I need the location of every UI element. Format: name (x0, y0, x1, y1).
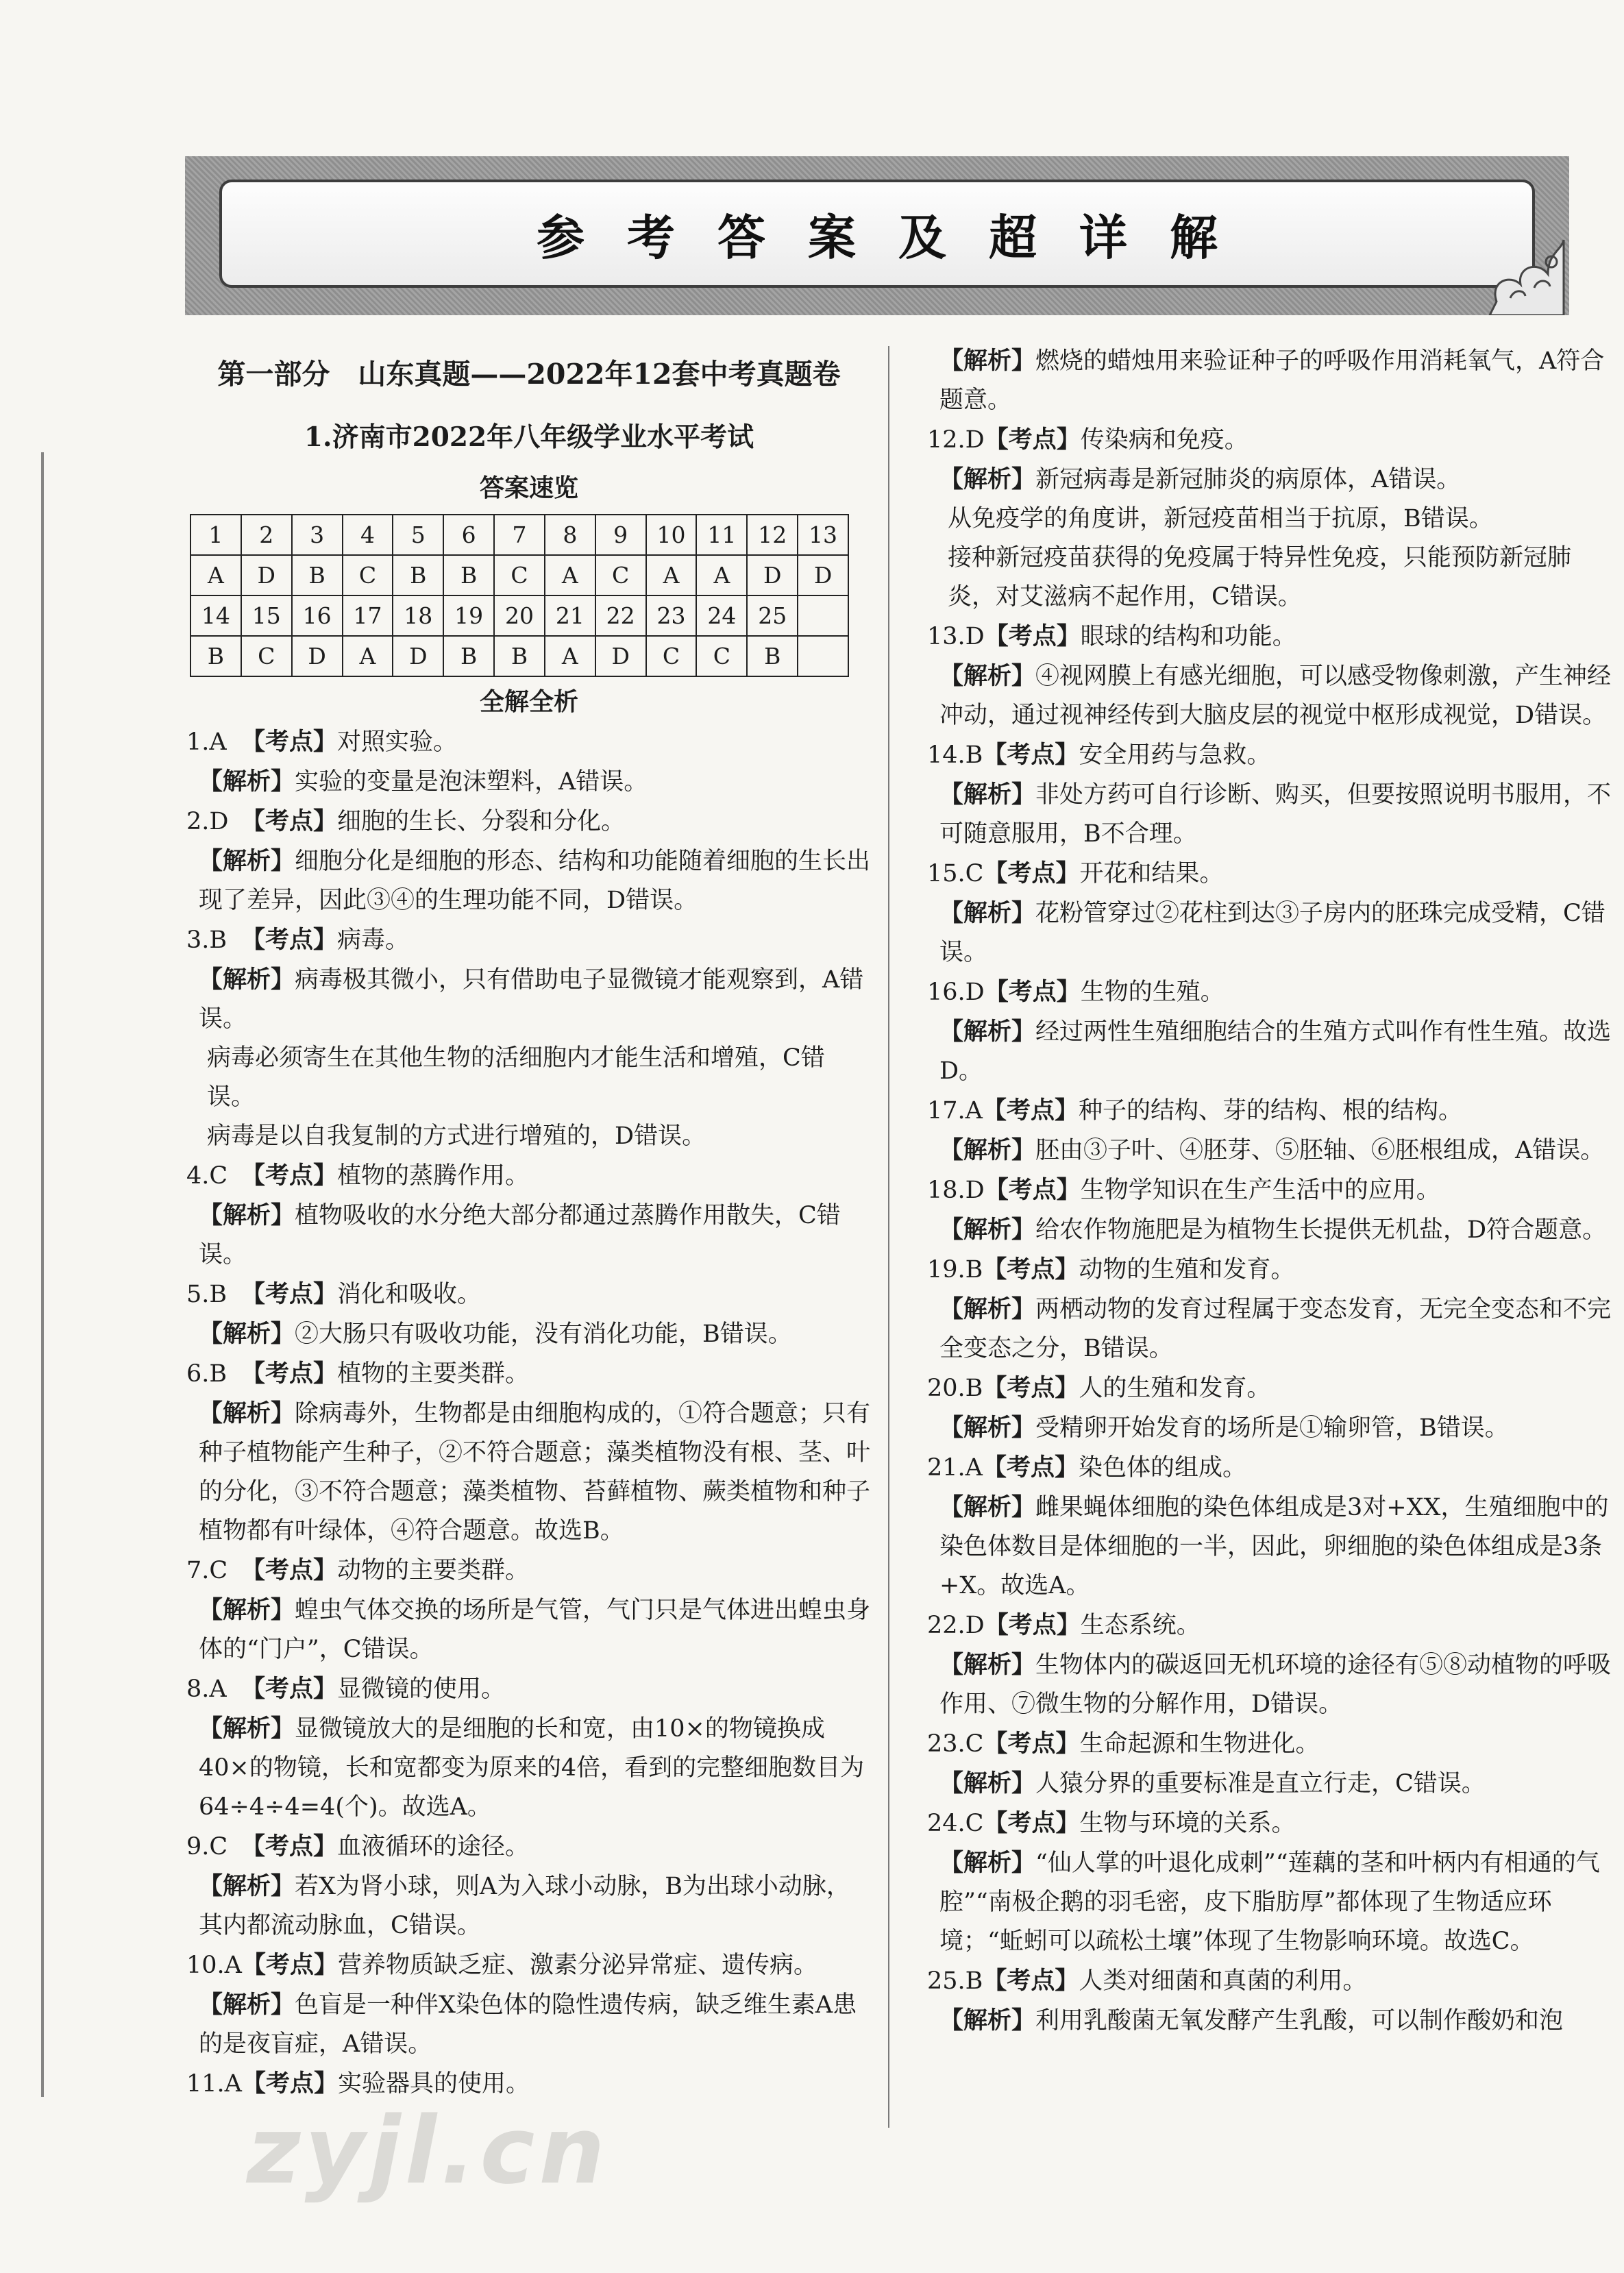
kaodian-tag: 【考点】 (241, 1832, 338, 1860)
analysis-text: 燃烧的蜡烛用来验证种子的呼吸作用消耗氧气，A符合题意。 (939, 347, 1605, 414)
analysis-text: 两栖动物的发育过程属于变态发育，无完全变态和不完全变态之分，B错误。 (939, 1296, 1612, 1362)
jiexi-tag: 【解析】 (939, 347, 1036, 375)
answer-table-cell: B (494, 636, 545, 676)
answer-table-cell: C (343, 555, 393, 595)
analysis-text: 植物吸收的水分绝大部分都通过蒸腾作用散失，C错误。 (199, 1202, 841, 1268)
analysis-paragraph (927, 1843, 1612, 1961)
question-number: 24.C (927, 1810, 984, 1837)
analysis-text: 利用乳酸菌无氧发酵产生乳酸，可以制作酸奶和泡 (1035, 2007, 1564, 2035)
jiexi-tag: 【解析】 (939, 1414, 1036, 1442)
analysis-text: 蝗虫气体交换的场所是气管，气门只是气体进出蝗虫身体的“门户”，C错误。 (199, 1597, 871, 1663)
right-column (927, 341, 1612, 2041)
answer-table-cell: 11 (696, 515, 747, 555)
analysis-paragraph (927, 656, 1612, 735)
title-banner (185, 156, 1569, 315)
question-number: 13.D (927, 623, 985, 650)
question-answer-line (927, 1091, 1612, 1131)
kaodian-text: 动物的主要类群。 (337, 1557, 530, 1584)
jiexi-tag: 【解析】 (199, 1991, 295, 2019)
analysis-paragraph (927, 894, 1612, 972)
kaodian-text: 对照实验。 (337, 728, 458, 756)
jiexi-tag: 【解析】 (939, 2006, 1036, 2035)
question-answer-line (186, 1354, 872, 1394)
question-number: 11.A (186, 2070, 242, 2098)
jiexi-tag: 【解析】 (199, 1872, 295, 1900)
kaodian-text: 生物与环境的关系。 (1079, 1810, 1296, 1837)
answer-table-cell: B (190, 636, 241, 676)
kaodian-text: 安全用药与急救。 (1079, 741, 1271, 769)
analysis-paragraph (186, 1314, 872, 1354)
question-answer-line (927, 972, 1612, 1012)
jiexi-tag: 【解析】 (939, 1651, 1036, 1679)
answer-table-cell: D (747, 555, 798, 595)
analysis-paragraph (927, 1131, 1612, 1170)
question-number: 5.B (186, 1281, 227, 1308)
kaodian-tag: 【考点】 (241, 2069, 338, 2098)
kaodian-tag: 【考点】 (241, 1280, 338, 1308)
analysis-text: 病毒极其微小，只有借助电子显微镜才能观察到，A错误。 (199, 966, 864, 1033)
answer-table-cell: 10 (646, 515, 697, 555)
question-number: 18.D (927, 1177, 985, 1204)
question-answer-line (927, 420, 1612, 460)
analysis-text: 生物体内的碳返回无机环境的途径有⑤⑧动植物的呼吸作用、⑦微生物的分解作用，D错误。 (939, 1651, 1612, 1718)
kaodian-tag: 【考点】 (984, 1176, 1081, 1204)
answer-table-cell: 8 (545, 515, 595, 555)
answer-table-cell: 24 (696, 595, 747, 636)
column-divider (888, 346, 889, 2128)
answer-table-cell: 7 (494, 515, 545, 555)
question-number: 23.C (927, 1730, 984, 1758)
question-answer-line (186, 1827, 872, 1867)
answer-table-cell: A (696, 555, 747, 595)
answer-table-cell (798, 636, 848, 676)
answer-table-row (190, 555, 848, 595)
kaodian-tag: 【考点】 (983, 1730, 1080, 1758)
kaodian-tag: 【考点】 (984, 978, 1081, 1006)
answer-table-cell: 21 (545, 595, 595, 636)
question-number: 16.D (927, 979, 985, 1006)
answer-table (190, 514, 849, 677)
question-answer-line (186, 722, 872, 762)
question-answer-line (927, 1448, 1612, 1488)
jiexi-tag: 【解析】 (939, 465, 1036, 493)
kaodian-tag: 【考点】 (983, 1967, 1079, 1995)
question-number: 6.B (186, 1360, 227, 1388)
scan-edge-line (41, 452, 44, 2097)
kaodian-text: 生态系统。 (1080, 1612, 1201, 1639)
kaodian-tag: 【考点】 (241, 1675, 338, 1703)
question-number: 10.A (186, 1952, 242, 1979)
kaodian-text: 实验器具的使用。 (337, 2070, 530, 2098)
question-answer-line (186, 1275, 872, 1314)
analysis-text: 色盲是一种伴X染色体的隐性遗传病，缺乏维生素A患的是夜盲症，A错误。 (199, 1991, 857, 2058)
jiexi-tag: 【解析】 (939, 1849, 1036, 1877)
answer-table-row (190, 636, 848, 676)
analysis-paragraph (927, 460, 1612, 500)
answer-table-cell: A (343, 636, 393, 676)
analysis-text: ②大肠只有吸收功能，没有消化功能，B错误。 (295, 1320, 792, 1348)
analysis-paragraph (927, 1290, 1612, 1368)
analysis-paragraph (927, 775, 1612, 854)
jiexi-tag: 【解析】 (199, 966, 295, 994)
analysis-paragraph (186, 1196, 872, 1275)
question-answer-line (927, 1170, 1612, 1210)
question-number: 9.C (186, 1833, 228, 1860)
analysis-paragraph (186, 1039, 872, 1117)
jiexi-tag: 【解析】 (939, 1136, 1036, 1164)
analysis-paragraph (186, 960, 872, 1039)
analysis-paragraph (927, 341, 1612, 420)
kaodian-text: 生物的生殖。 (1080, 979, 1225, 1006)
question-number: 3.B (186, 926, 227, 954)
analysis-text: 病毒是以自我复制的方式进行增殖的，D错误。 (207, 1122, 706, 1150)
kaodian-text: 显微镜的使用。 (337, 1675, 506, 1703)
question-number: 12.D (927, 426, 985, 454)
jiexi-tag: 【解析】 (939, 1493, 1036, 1521)
question-number: 8.A (186, 1675, 227, 1703)
question-number: 7.C (186, 1557, 228, 1584)
question-number: 19.B (927, 1256, 983, 1283)
question-answer-line (927, 617, 1612, 656)
answer-table-cell: 12 (747, 515, 798, 555)
answer-table-cell: 14 (190, 595, 241, 636)
page-title: 参考答案及超详解 (537, 208, 1260, 266)
answer-table-cell: 4 (343, 515, 393, 555)
kaodian-text: 植物的主要类群。 (337, 1360, 530, 1388)
answer-table-heading: 答案速览 (479, 474, 578, 502)
answer-table-cell: 2 (241, 515, 292, 555)
analysis-text: 经过两性生殖细胞结合的生殖方式叫作有性生殖。故选D。 (939, 1018, 1612, 1085)
question-number: 20.B (927, 1375, 983, 1402)
question-number: 17.A (927, 1097, 983, 1125)
kaodian-text: 植物的蒸腾作用。 (337, 1162, 530, 1190)
analysis-paragraph (927, 500, 1612, 539)
answer-table-cell: B (443, 555, 494, 595)
right-analysis-list (927, 341, 1612, 2041)
analysis-paragraph (927, 1210, 1612, 1250)
kaodian-tag: 【考点】 (984, 1611, 1081, 1639)
title-banner-frame (219, 180, 1535, 288)
answer-table-cell: 23 (646, 595, 697, 636)
kaodian-tag: 【考点】 (982, 1453, 1079, 1482)
cloud-ornament-icon (1483, 212, 1565, 315)
question-number: 2.D (186, 808, 229, 835)
answer-table-cell: C (494, 555, 545, 595)
question-number: 21.A (927, 1454, 983, 1482)
jiexi-tag: 【解析】 (199, 847, 295, 875)
jiexi-tag: 【解析】 (939, 1295, 1036, 1323)
question-answer-line (927, 1368, 1612, 1408)
analysis-paragraph (927, 2001, 1612, 2041)
analysis-text: 实验的变量是泡沫塑料，A错误。 (295, 768, 648, 796)
question-answer-line (927, 1804, 1612, 1843)
answer-table-cell: D (798, 555, 848, 595)
kaodian-text: 种子的结构、芽的结构、根的结构。 (1078, 1097, 1462, 1125)
answer-table-cell: 3 (292, 515, 343, 555)
kaodian-tag: 【考点】 (983, 1809, 1080, 1837)
answer-table-cell: D (292, 636, 343, 676)
question-answer-line (186, 920, 872, 960)
analysis-paragraph (927, 539, 1612, 617)
jiexi-tag: 【解析】 (199, 1320, 295, 1348)
kaodian-tag: 【考点】 (241, 1951, 338, 1979)
analysis-paragraph (927, 1408, 1612, 1448)
kaodian-text: 血液循环的途径。 (337, 1833, 530, 1860)
answer-table-cell: 6 (443, 515, 494, 555)
analysis-paragraph (927, 1764, 1612, 1804)
analysis-text: 胚由③子叶、④胚芽、⑤胚轴、⑥胚根组成，A错误。 (1035, 1137, 1605, 1164)
analysis-text: 细胞分化是细胞的形态、结构和功能随着细胞的生长出现了差异，因此③④的生理功能不同，D错误。 (199, 848, 871, 914)
question-number: 22.D (927, 1612, 985, 1639)
analysis-paragraph (186, 1985, 872, 2064)
jiexi-tag: 【解析】 (199, 1201, 295, 1229)
analysis-text: 若X为肾小球，则A为入球小动脉，B为出球小动脉，其内都流动脉血，C错误。 (199, 1873, 850, 1939)
answer-table-cell: A (545, 555, 595, 595)
answer-table-cell: D (393, 636, 443, 676)
analysis-paragraph (186, 841, 872, 920)
kaodian-text: 染色体的组成。 (1078, 1454, 1246, 1482)
kaodian-tag: 【考点】 (241, 1162, 338, 1190)
answer-table-cell: A (545, 636, 595, 676)
analysis-paragraph (186, 762, 872, 802)
analysis-text: 花粉管穿过②花柱到达③子房内的胚珠完成受精，C错误。 (939, 900, 1605, 966)
answer-table-cell: C (696, 636, 747, 676)
kaodian-tag: 【考点】 (983, 859, 1080, 887)
jiexi-tag: 【解析】 (939, 1216, 1036, 1244)
answer-table-cell: 13 (798, 515, 848, 555)
analysis-text: 病毒必须寄生在其他生物的活细胞内才能生活和增殖，C错误。 (207, 1044, 825, 1111)
analysis-paragraph (186, 1867, 872, 1945)
answer-table-cell: D (241, 555, 292, 595)
question-number: 1.A (186, 728, 227, 756)
exam-title: 1.济南市2022年八年级学业水平考试 (304, 421, 754, 453)
kaodian-text: 眼球的结构和功能。 (1080, 623, 1296, 650)
answer-table-cell: 5 (393, 515, 443, 555)
analysis-paragraph (186, 1590, 872, 1669)
kaodian-tag: 【考点】 (983, 1255, 1079, 1283)
kaodian-tag: 【考点】 (983, 1374, 1079, 1402)
question-number: 25.B (927, 1967, 983, 1995)
question-answer-line (927, 735, 1612, 775)
kaodian-text: 动物的生殖和发育。 (1079, 1256, 1295, 1283)
analysis-text: 雌果蝇体细胞的染色体组成是3对+XX，生殖细胞中的染色体数目是体细胞的一半，因此，卵细胞的染色体组成是3条+X。故选A。 (939, 1494, 1609, 1599)
kaodian-text: 病毒。 (337, 926, 410, 954)
question-answer-line (927, 1606, 1612, 1645)
answer-table-row (190, 595, 848, 636)
answer-table-cell: 15 (241, 595, 292, 636)
answer-table-cell: 1 (190, 515, 241, 555)
analysis-paragraph (927, 1012, 1612, 1091)
analysis-heading: 全解全析 (479, 687, 578, 716)
jiexi-tag: 【解析】 (199, 1715, 295, 1743)
question-answer-line (186, 1945, 872, 1985)
answer-table-cell: 19 (443, 595, 494, 636)
answer-table-cell: B (443, 636, 494, 676)
analysis-text: 受精卵开始发育的场所是①输卵管，B错误。 (1035, 1414, 1509, 1442)
question-number: 15.C (927, 860, 984, 887)
question-answer-line (186, 1669, 872, 1709)
answer-table-cell: C (241, 636, 292, 676)
question-number: 14.B (927, 741, 983, 769)
kaodian-text: 消化和吸收。 (337, 1281, 482, 1308)
kaodian-tag: 【考点】 (241, 807, 338, 835)
analysis-text: 新冠病毒是新冠肺炎的病原体，A错误。 (1035, 466, 1461, 493)
question-number: 4.C (186, 1162, 228, 1190)
answer-table-cell: 22 (595, 595, 646, 636)
jiexi-tag: 【解析】 (199, 1399, 295, 1427)
analysis-text: 接种新冠疫苗获得的免疫属于特异性免疫，只能预防新冠肺炎，对艾滋病不起作用，C错误。 (948, 544, 1572, 611)
kaodian-tag: 【考点】 (983, 741, 1079, 769)
analysis-paragraph (186, 1709, 872, 1827)
question-answer-line (186, 1156, 872, 1196)
kaodian-tag: 【考点】 (982, 1096, 1079, 1125)
left-column (186, 349, 872, 2104)
question-answer-line (186, 802, 872, 841)
analysis-text: 从免疫学的角度讲，新冠疫苗相当于抗原，B错误。 (948, 505, 1493, 532)
answer-table-cell: B (747, 636, 798, 676)
question-answer-line (927, 1724, 1612, 1764)
answer-table-cell: A (190, 555, 241, 595)
jiexi-tag: 【解析】 (939, 662, 1036, 690)
watermark-logo: zyjl.cn (247, 2097, 609, 2204)
answer-table-cell: 20 (494, 595, 545, 636)
answer-table-cell: 9 (595, 515, 646, 555)
answer-table-cell: 18 (393, 595, 443, 636)
jiexi-tag: 【解析】 (939, 781, 1036, 809)
analysis-text: 给农作物施肥是为植物生长提供无机盐，D符合题意。 (1035, 1216, 1607, 1244)
jiexi-tag: 【解析】 (939, 1018, 1036, 1046)
analysis-paragraph (186, 1394, 872, 1551)
analysis-paragraph (927, 1645, 1612, 1724)
kaodian-text: 生命起源和生物进化。 (1079, 1730, 1320, 1758)
answer-table-cell: B (292, 555, 343, 595)
kaodian-tag: 【考点】 (241, 1360, 338, 1388)
answer-table-cell: 16 (292, 595, 343, 636)
kaodian-text: 人的生殖和发育。 (1079, 1375, 1271, 1402)
kaodian-text: 细胞的生长、分裂和分化。 (337, 808, 626, 835)
answer-table-cell: 17 (343, 595, 393, 636)
kaodian-text: 生物学知识在生产生活中的应用。 (1080, 1177, 1440, 1204)
analysis-paragraph (186, 1117, 872, 1156)
jiexi-tag: 【解析】 (199, 767, 295, 796)
kaodian-tag: 【考点】 (241, 926, 338, 954)
answer-table-cell: C (646, 636, 697, 676)
kaodian-tag: 【考点】 (984, 622, 1081, 650)
jiexi-tag: 【解析】 (199, 1596, 295, 1624)
jiexi-tag: 【解析】 (939, 1769, 1036, 1797)
answer-table-row (190, 515, 848, 555)
analysis-paragraph (927, 1488, 1612, 1606)
answer-table-cell: C (595, 555, 646, 595)
kaodian-text: 传染病和免疫。 (1080, 426, 1248, 454)
answer-table-cell: 25 (747, 595, 798, 636)
kaodian-tag: 【考点】 (984, 426, 1081, 454)
kaodian-text: 开花和结果。 (1079, 860, 1224, 887)
kaodian-tag: 【考点】 (241, 1556, 338, 1584)
analysis-text: 非处方药可自行诊断、购买，但要按照说明书服用，不可随意服用，B不合理。 (939, 781, 1612, 848)
question-answer-line (927, 1250, 1612, 1290)
analysis-text: 显微镜放大的是细胞的长和宽，由10×的物镜换成40×的物镜，长和宽都变为原来的4倍，看到的完整细胞数目为64÷4÷4=4(个)。故选A。 (199, 1715, 865, 1821)
kaodian-text: 人类对细菌和真菌的利用。 (1079, 1967, 1367, 1995)
analysis-text: 人猿分界的重要标准是直立行走，C错误。 (1035, 1770, 1486, 1797)
answer-table-cell: D (595, 636, 646, 676)
answer-table-cell: B (393, 555, 443, 595)
question-answer-line (927, 854, 1612, 894)
answer-table-cell: A (646, 555, 697, 595)
analysis-text: 除病毒外，生物都是由细胞构成的，①符合题意；只有种子植物能产生种子，②不符合题意；藻类植物没有根、茎、叶的分化，③不符合题意；藻类植物、苔藓植物、蕨类植物和种子植物都有叶绿体，④符合题意。故选B。 (199, 1400, 871, 1545)
jiexi-tag: 【解析】 (939, 899, 1036, 927)
section-title: 第一部分 山东真题——2022年12套中考真题卷 (217, 358, 841, 391)
kaodian-tag: 【考点】 (241, 728, 338, 756)
answer-table-cell (798, 595, 848, 636)
analysis-text: “仙人掌的叶退化成刺”“莲藕的茎和叶柄内有相通的气腔”“南极企鹅的羽毛密，皮下脂肪厚”都体现了生物适应环境；“蚯蚓可以疏松土壤”体现了生物影响环境。故选C。 (939, 1850, 1600, 1955)
question-answer-line (927, 1961, 1612, 2001)
analysis-text: ④视网膜上有感光细胞，可以感受物像刺激，产生神经冲动，通过视神经传到大脑皮层的视觉中枢形成视觉，D错误。 (939, 663, 1612, 729)
kaodian-text: 营养物质缺乏症、激素分泌异常症、遗传病。 (337, 1952, 817, 1979)
left-analysis-list (186, 722, 872, 2104)
question-answer-line (186, 1551, 872, 1590)
